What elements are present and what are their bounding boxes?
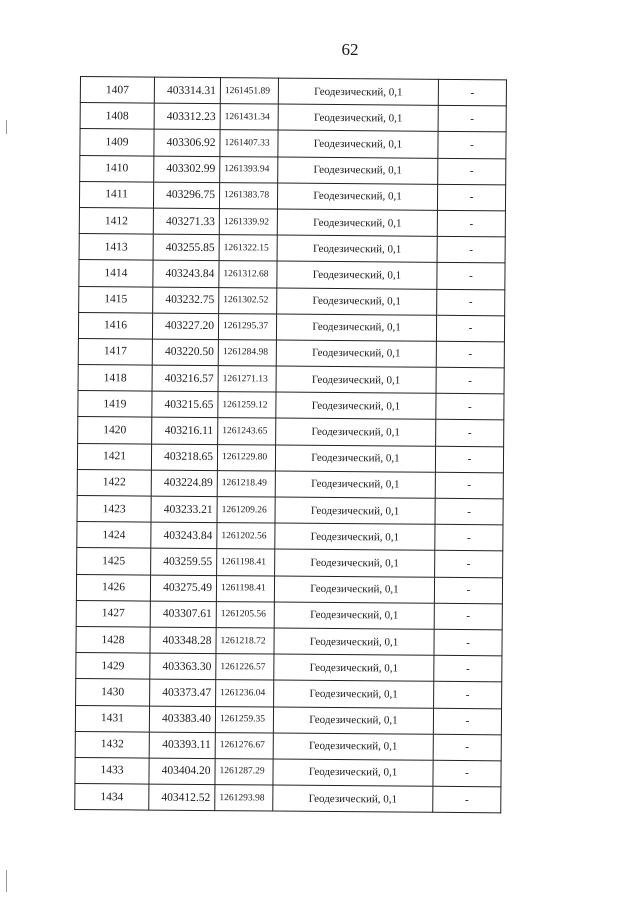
point-number-cell: 1425 <box>77 548 151 575</box>
x-coordinate-cell: 403220.50 <box>152 339 218 366</box>
x-coordinate-cell: 403348.28 <box>150 627 216 654</box>
y-coordinate-cell: 1261205.56 <box>216 601 274 628</box>
note-cell: - <box>434 577 502 604</box>
x-coordinate-cell: 403232.75 <box>153 287 219 314</box>
x-coordinate-cell: 403216.57 <box>152 365 218 392</box>
y-coordinate-cell: 1261302.52 <box>219 287 277 314</box>
point-number-cell: 1426 <box>76 574 150 601</box>
y-coordinate-cell: 1261202.56 <box>217 523 275 550</box>
method-accuracy-cell: Геодезический, 0,1 <box>274 654 434 681</box>
x-coordinate-cell: 403243.84 <box>153 260 219 287</box>
method-accuracy-cell: Геодезический, 0,1 <box>274 602 434 629</box>
note-cell: - <box>435 524 503 551</box>
y-coordinate-cell: 1261284.98 <box>218 339 276 366</box>
method-accuracy-cell: Геодезический, 0,1 <box>274 680 434 707</box>
point-number-cell: 1421 <box>77 443 151 470</box>
note-cell: - <box>433 708 501 735</box>
method-accuracy-cell: Геодезический, 0,1 <box>275 445 435 472</box>
note-cell: - <box>434 629 502 656</box>
point-number-cell: 1424 <box>77 522 151 549</box>
note-cell: - <box>436 315 504 342</box>
method-accuracy-cell: Геодезический, 0,1 <box>278 157 438 184</box>
x-coordinate-cell: 403314.31 <box>154 77 220 104</box>
point-number-cell: 1422 <box>77 469 151 496</box>
method-accuracy-cell: Геодезический, 0,1 <box>274 628 434 655</box>
x-coordinate-cell: 403224.89 <box>151 470 217 497</box>
table-row <box>76 626 502 656</box>
method-accuracy-cell: Геодезический, 0,1 <box>276 418 436 445</box>
point-number-cell: 1417 <box>78 338 152 365</box>
table-row <box>77 469 503 499</box>
point-number-cell: 1410 <box>80 155 154 182</box>
table-row <box>75 757 501 787</box>
note-cell: - <box>437 210 505 237</box>
x-coordinate-cell: 403255.85 <box>153 234 219 261</box>
method-accuracy-cell: Геодезический, 0,1 <box>275 471 435 498</box>
table-row <box>75 731 501 761</box>
note-cell: - <box>438 106 506 133</box>
y-coordinate-cell: 1261407.33 <box>220 130 278 157</box>
note-cell: - <box>433 760 501 787</box>
table-row <box>78 391 504 421</box>
method-accuracy-cell: Геодезический, 0,1 <box>277 209 437 236</box>
table-row <box>80 155 506 185</box>
method-accuracy-cell: Геодезический, 0,1 <box>278 78 438 105</box>
y-coordinate-cell: 1261431.34 <box>220 104 278 131</box>
method-accuracy-cell: Геодезический, 0,1 <box>273 707 433 734</box>
x-coordinate-cell: 403259.55 <box>151 548 217 575</box>
scan-edge-mark-top <box>6 120 7 134</box>
table-row <box>80 103 506 133</box>
method-accuracy-cell: Геодезический, 0,1 <box>278 130 438 157</box>
y-coordinate-cell: 1261226.57 <box>216 654 274 681</box>
point-number-cell: 1411 <box>79 181 153 208</box>
note-cell: - <box>436 367 504 394</box>
method-accuracy-cell: Геодезический, 0,1 <box>276 340 436 367</box>
y-coordinate-cell: 1261287.29 <box>215 758 273 785</box>
x-coordinate-cell: 403363.30 <box>150 653 216 680</box>
page-number: 62 <box>341 40 359 59</box>
note-cell: - <box>437 184 505 211</box>
y-coordinate-cell: 1261236.04 <box>216 680 274 707</box>
note-cell: - <box>437 236 505 263</box>
point-number-cell: 1430 <box>76 679 150 706</box>
x-coordinate-cell: 403296.75 <box>153 182 219 209</box>
point-number-cell: 1433 <box>75 757 149 784</box>
x-coordinate-cell: 403216.11 <box>152 418 218 445</box>
x-coordinate-cell: 403373.47 <box>150 679 216 706</box>
point-number-cell: 1415 <box>79 286 153 313</box>
y-coordinate-cell: 1261218.72 <box>216 628 274 655</box>
x-coordinate-cell: 403404.20 <box>149 758 215 785</box>
x-coordinate-cell: 403302.99 <box>154 156 220 183</box>
note-cell: - <box>438 79 506 106</box>
note-cell: - <box>436 394 504 421</box>
method-accuracy-cell: Геодезический, 0,1 <box>277 183 437 210</box>
point-number-cell: 1431 <box>75 705 149 732</box>
x-coordinate-cell: 403306.92 <box>154 129 220 156</box>
table-row <box>79 207 505 237</box>
note-cell: - <box>433 734 501 761</box>
scan-edge-mark-bottom <box>6 870 7 892</box>
note-cell: - <box>434 603 502 630</box>
coordinates-table <box>74 76 507 814</box>
method-accuracy-cell: Геодезический, 0,1 <box>278 104 438 131</box>
y-coordinate-cell: 1261209.26 <box>217 497 275 524</box>
point-number-cell: 1418 <box>78 365 152 392</box>
table-row <box>79 234 505 264</box>
method-accuracy-cell: Геодезический, 0,1 <box>275 523 435 550</box>
point-number-cell: 1413 <box>79 234 153 261</box>
method-accuracy-cell: Геодезический, 0,1 <box>276 314 436 341</box>
note-cell: - <box>433 786 501 813</box>
x-coordinate-cell: 403215.65 <box>152 391 218 418</box>
method-accuracy-cell: Геодезический, 0,1 <box>275 549 435 576</box>
table-row <box>75 784 501 814</box>
point-number-cell: 1412 <box>79 207 153 234</box>
x-coordinate-cell: 403383.40 <box>149 706 215 733</box>
method-accuracy-cell: Геодезический, 0,1 <box>275 497 435 524</box>
point-number-cell: 1429 <box>76 653 150 680</box>
y-coordinate-cell: 1261218.49 <box>217 470 275 497</box>
table-row <box>80 77 506 107</box>
table-row <box>75 705 501 735</box>
table-row <box>80 129 506 159</box>
note-cell: - <box>435 446 503 473</box>
table-row <box>76 574 502 604</box>
x-coordinate-cell: 403233.21 <box>151 496 217 523</box>
point-number-cell: 1419 <box>78 391 152 418</box>
point-number-cell: 1423 <box>77 495 151 522</box>
table-row <box>77 522 503 552</box>
y-coordinate-cell: 1261198.41 <box>217 549 275 576</box>
point-number-cell: 1428 <box>76 626 150 653</box>
y-coordinate-cell: 1261229.80 <box>217 444 275 471</box>
method-accuracy-cell: Геодезический, 0,1 <box>276 366 436 393</box>
point-number-cell: 1434 <box>75 784 149 811</box>
method-accuracy-cell: Геодезический, 0,1 <box>277 261 437 288</box>
y-coordinate-cell: 1261259.35 <box>215 706 273 733</box>
point-number-cell: 1407 <box>80 77 154 104</box>
point-number-cell: 1414 <box>79 260 153 287</box>
table-row <box>76 653 502 683</box>
y-coordinate-cell: 1261339.92 <box>219 209 277 236</box>
table-row <box>79 181 505 211</box>
y-coordinate-cell: 1261293.98 <box>215 785 273 812</box>
method-accuracy-cell: Геодезический, 0,1 <box>273 733 433 760</box>
table-row <box>77 495 503 525</box>
coordinates-table-wrapper <box>74 76 506 814</box>
note-cell: - <box>435 551 503 578</box>
point-number-cell: 1420 <box>78 417 152 444</box>
y-coordinate-cell: 1261259.12 <box>218 392 276 419</box>
note-cell: - <box>434 682 502 709</box>
x-coordinate-cell: 403271.33 <box>153 208 219 235</box>
note-cell: - <box>437 289 505 316</box>
point-number-cell: 1416 <box>78 312 152 339</box>
point-number-cell: 1427 <box>76 600 150 627</box>
y-coordinate-cell: 1261295.37 <box>218 313 276 340</box>
point-number-cell: 1408 <box>80 103 154 130</box>
method-accuracy-cell: Геодезический, 0,1 <box>274 576 434 603</box>
y-coordinate-cell: 1261322.15 <box>219 235 277 262</box>
table-row <box>78 312 504 342</box>
y-coordinate-cell: 1261271.13 <box>218 366 276 393</box>
note-cell: - <box>435 472 503 499</box>
note-cell: - <box>435 498 503 525</box>
x-coordinate-cell: 403393.11 <box>149 732 215 759</box>
note-cell: - <box>438 132 506 159</box>
y-coordinate-cell: 1261198.41 <box>216 575 274 602</box>
x-coordinate-cell: 403312.23 <box>154 103 220 130</box>
method-accuracy-cell: Геодезический, 0,1 <box>273 759 433 786</box>
method-accuracy-cell: Геодезический, 0,1 <box>273 785 433 812</box>
note-cell: - <box>436 420 504 447</box>
table-row <box>76 600 502 630</box>
table-row <box>77 548 503 578</box>
point-number-cell: 1409 <box>80 129 154 156</box>
note-cell: - <box>436 341 504 368</box>
x-coordinate-cell: 403412.52 <box>149 784 215 811</box>
y-coordinate-cell: 1261243.65 <box>218 418 276 445</box>
point-number-cell: 1432 <box>75 731 149 758</box>
table-row <box>79 286 505 316</box>
method-accuracy-cell: Геодезический, 0,1 <box>277 235 437 262</box>
table-row <box>77 443 503 473</box>
note-cell: - <box>438 158 506 185</box>
x-coordinate-cell: 403218.65 <box>151 444 217 471</box>
x-coordinate-cell: 403275.49 <box>150 575 216 602</box>
note-cell: - <box>434 655 502 682</box>
x-coordinate-cell: 403243.84 <box>151 522 217 549</box>
y-coordinate-cell: 1261451.89 <box>220 78 278 105</box>
table-row <box>76 679 502 709</box>
table-row <box>78 338 504 368</box>
coordinates-table-body <box>75 77 507 814</box>
method-accuracy-cell: Геодезический, 0,1 <box>276 392 436 419</box>
table-row <box>78 365 504 395</box>
table-row <box>78 417 504 447</box>
x-coordinate-cell: 403307.61 <box>150 601 216 628</box>
y-coordinate-cell: 1261276.67 <box>215 732 273 759</box>
table-row <box>79 260 505 290</box>
y-coordinate-cell: 1261312.68 <box>219 261 277 288</box>
y-coordinate-cell: 1261383.78 <box>219 182 277 209</box>
method-accuracy-cell: Геодезический, 0,1 <box>277 288 437 315</box>
note-cell: - <box>437 263 505 290</box>
y-coordinate-cell: 1261393.94 <box>220 156 278 183</box>
x-coordinate-cell: 403227.20 <box>152 313 218 340</box>
